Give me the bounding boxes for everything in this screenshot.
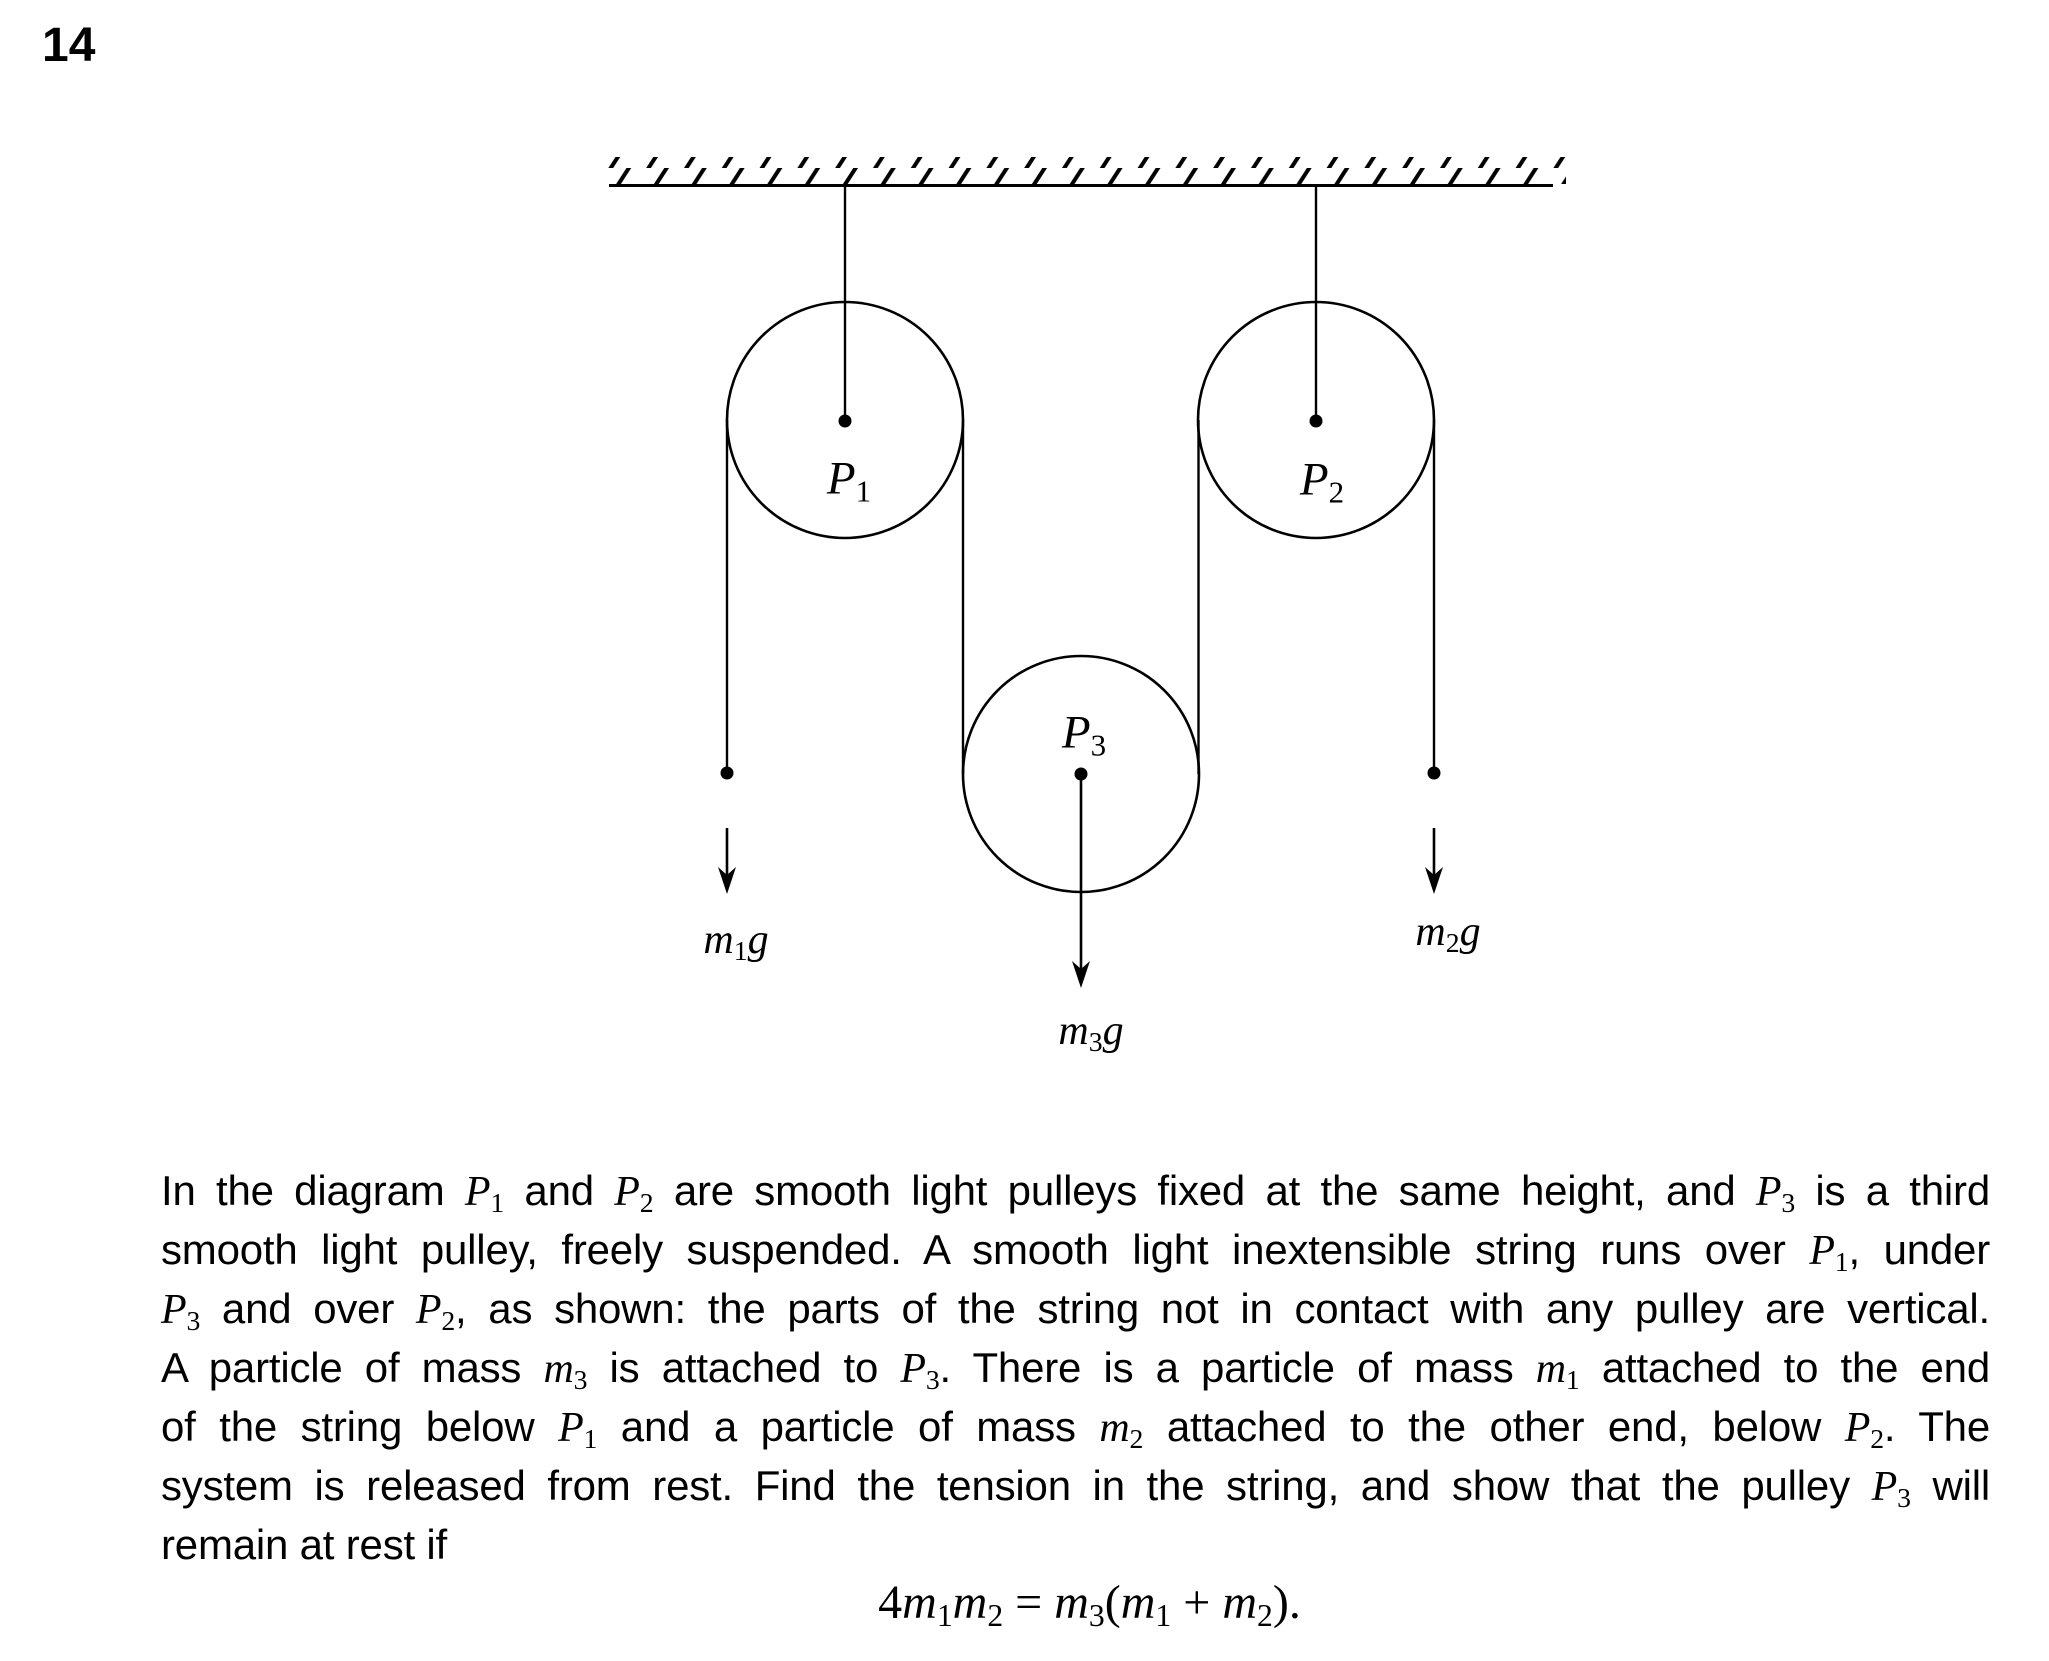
- math-var: P: [464, 1169, 491, 1215]
- axle-dot-p2: [1310, 415, 1323, 428]
- weight-arrow-m3: [1072, 774, 1090, 988]
- math-var: m: [1415, 909, 1446, 955]
- text-segment: . The: [1883, 1403, 1991, 1450]
- text-segment: =: [1003, 1576, 1055, 1629]
- paragraph-line: [161, 1339, 1990, 1398]
- weight-label-m1g: [703, 917, 769, 966]
- math-sub: 2: [1870, 1422, 1884, 1454]
- text-segment: A particle of mass: [161, 1344, 544, 1391]
- math-var: P: [1755, 1169, 1782, 1215]
- math-sub: 3: [1090, 727, 1107, 763]
- math-sub: 2: [1129, 1422, 1144, 1454]
- problem-text: [161, 1162, 1990, 1633]
- math-sub: 2: [1328, 474, 1345, 510]
- paragraph-line: [161, 1398, 1990, 1457]
- math-var: P: [161, 1287, 187, 1333]
- text-segment: is a third: [1795, 1167, 1990, 1214]
- text-segment: system is released from rest. Find the tension in the string, and show that the pulley: [161, 1462, 1872, 1509]
- axle-dot-p1: [839, 415, 852, 428]
- text-segment: is attached to: [587, 1344, 901, 1391]
- math-var: P: [415, 1287, 442, 1333]
- math-var: m: [1120, 1576, 1156, 1629]
- math-var: m: [543, 1346, 574, 1392]
- displayed-equation: [161, 1573, 1990, 1633]
- particle-dot-m1: [721, 767, 734, 780]
- paragraph-line: [161, 1162, 1990, 1221]
- text-segment: and: [504, 1167, 615, 1214]
- math-sub: 1: [583, 1422, 598, 1454]
- math-var: P: [614, 1169, 640, 1215]
- math-sub: 3: [1897, 1481, 1911, 1513]
- pulley-label-p2: [1299, 453, 1345, 510]
- text-segment: will: [1910, 1462, 1990, 1509]
- math-var: g: [747, 917, 769, 963]
- particle-dot-m2: [1428, 767, 1441, 780]
- math-var: m: [952, 1576, 988, 1629]
- math-sub: 3: [925, 1363, 940, 1395]
- math-var: P: [1871, 1464, 1898, 1510]
- math-sub: 3: [1088, 1025, 1103, 1057]
- paragraph-line: [161, 1516, 1990, 1573]
- text-segment: , under: [1848, 1226, 1990, 1273]
- paragraph-line: [161, 1280, 1990, 1339]
- paragraph-line: [161, 1221, 1990, 1280]
- text-segment: (: [1104, 1576, 1121, 1629]
- math-sub: 3: [1088, 1597, 1105, 1633]
- math-var: g: [1102, 1008, 1124, 1054]
- text-segment: and over: [200, 1285, 416, 1332]
- math-sub: 2: [441, 1304, 456, 1336]
- text-segment: and a particle of mass: [597, 1403, 1100, 1450]
- math-var: P: [1844, 1405, 1871, 1451]
- math-var: P: [558, 1405, 584, 1451]
- math-var: m: [703, 917, 734, 963]
- text-segment: . There is a particle of mass: [939, 1344, 1536, 1391]
- math-sub: 3: [573, 1363, 588, 1395]
- math-var: m: [1535, 1346, 1566, 1392]
- weight-arrow-m1: [718, 828, 736, 894]
- math-var: g: [1459, 909, 1481, 955]
- ceiling-hatching: [598, 157, 1566, 184]
- text-segment: smooth light pulley, freely suspended. A smooth light inextensible string runs over: [161, 1226, 1810, 1273]
- math-sub: 2: [1257, 1597, 1273, 1633]
- math-sub: 1: [490, 1186, 505, 1218]
- math-sub: 2: [987, 1597, 1004, 1633]
- pulley-label-p1: [826, 452, 872, 509]
- weight-label-m2g: [1415, 909, 1481, 958]
- math-sub: 1: [733, 934, 748, 966]
- pulley-label-p3: [1061, 706, 1107, 763]
- math-sub: 2: [1445, 926, 1460, 958]
- math-var: m: [1058, 1008, 1089, 1054]
- weight-arrow-m2: [1425, 828, 1443, 894]
- math-sub: 1: [1155, 1597, 1172, 1633]
- text-segment: , as shown: the parts of the string not in contact with any pulley are vertical.: [455, 1285, 1990, 1332]
- math-sub: 1: [855, 473, 872, 509]
- math-var: m: [902, 1576, 937, 1629]
- text-segment: remain at rest if: [161, 1521, 448, 1568]
- math-var: P: [1299, 453, 1329, 506]
- math-var: m: [1054, 1576, 1089, 1629]
- text-segment: attached to the end: [1579, 1344, 1991, 1391]
- math-sub: 1: [1565, 1363, 1580, 1395]
- math-var: P: [1809, 1228, 1835, 1274]
- math-sub: 1: [1834, 1245, 1849, 1277]
- math-sub: 2: [639, 1186, 654, 1218]
- text-segment: of the string below: [161, 1403, 559, 1450]
- page-number: 14: [42, 19, 96, 72]
- math-sub: 3: [1781, 1186, 1796, 1218]
- text-segment: attached to the other end, below: [1143, 1403, 1845, 1450]
- math-var: m: [1222, 1576, 1258, 1629]
- text-segment: are smooth light pulleys fixed at the same height, and: [653, 1167, 1756, 1214]
- math-sub: 3: [186, 1304, 201, 1336]
- math-var: P: [826, 452, 856, 505]
- paragraph-line: [161, 1457, 1990, 1516]
- math-var: P: [900, 1346, 926, 1392]
- math-var: m: [1099, 1405, 1130, 1451]
- text-segment: In the diagram: [161, 1167, 465, 1214]
- text-segment: +: [1171, 1576, 1223, 1629]
- math-sub: 1: [936, 1597, 953, 1633]
- weight-label-m3g: [1058, 1008, 1124, 1057]
- math-var: P: [1061, 706, 1091, 759]
- text-segment: 4: [878, 1576, 903, 1629]
- text-segment: ).: [1272, 1576, 1301, 1629]
